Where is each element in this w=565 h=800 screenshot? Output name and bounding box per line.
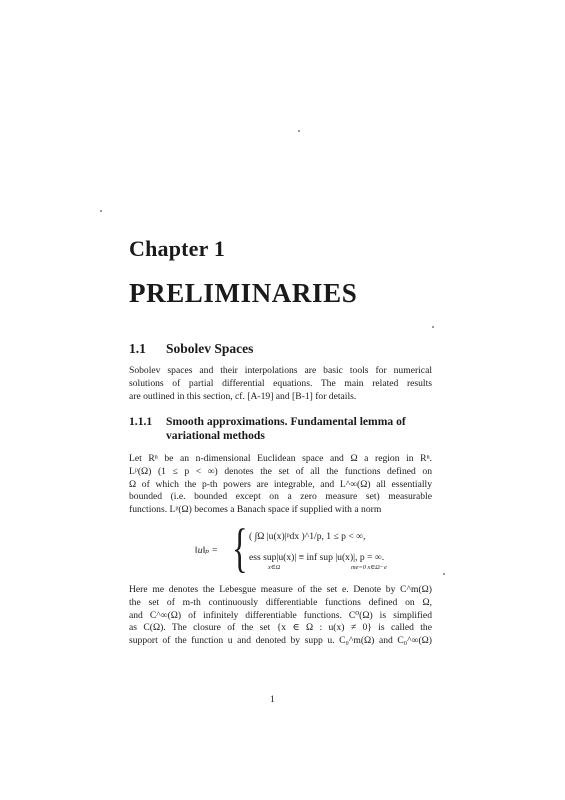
after-formula-paragraph: [129, 584, 432, 648]
scan-speck: [298, 130, 300, 132]
text-line: functions. Lᵖ(Ω) becomes a Banach space if supplied with a norm: [129, 504, 382, 516]
left-brace: {: [232, 518, 248, 578]
formula-case-finite: ( ∫Ω |u(x)|ᵖdx )^1/p, 1 ≤ p < ∞,: [249, 531, 366, 542]
text-line: Lᵖ(Ω) (1 ≤ p < ∞) denotes the set of all the functions defined on: [129, 465, 432, 477]
body-paragraph: [129, 453, 432, 517]
scan-speck: [443, 573, 445, 575]
intro-paragraph: [129, 365, 432, 403]
text-line: and C^∞(Ω) of infinitely differentiable functions. C⁰(Ω) is simplified: [129, 609, 432, 621]
section-number: 1.1: [129, 341, 146, 356]
subsection-number: 1.1.1: [129, 415, 153, 428]
section-title: Sobolev Spaces: [166, 341, 254, 356]
subsection-title-line1: Smooth approximations. Fundamental lemma of: [166, 415, 406, 428]
text-line: are outlined in this section, cf. [A-19] and [B-1] for details.: [129, 390, 357, 402]
norm-formula: [195, 518, 435, 580]
chapter-title: PRELIMINARIES: [129, 278, 358, 308]
formula-subscript: me=0 x∈Ω−e: [351, 564, 387, 571]
formula-subscript: x∈Ω: [268, 564, 281, 571]
formula-case-infinite: ess sup|u(x)| ≡ inf sup |u(x)|, p = ∞.: [249, 552, 385, 563]
text-line: the set of m-th continuously differentiable functions defined on Ω,: [129, 596, 432, 608]
formula-lhs: ‖u‖ₚ =: [195, 545, 218, 556]
text-line: support of the function u and denoted by supp u. C₀^m(Ω) and C₀^∞(Ω): [129, 635, 432, 647]
chapter-label: Chapter 1: [129, 236, 226, 261]
text-line: Let Rⁿ be an n-dimensional Euclidean space and Ω a region in Rⁿ.: [129, 453, 432, 464]
subsection-title-line2: variational methods: [166, 429, 265, 442]
scan-speck: [100, 210, 102, 212]
text-line: Sobolev spaces and their interpolations are basic tools for numerical: [129, 365, 432, 376]
text-line: bounded (i.e. bounded except on a zero measure set) measurable: [129, 491, 432, 503]
text-line: Here me denotes the Lebesgue measure of the set e. Denote by C^m(Ω): [129, 584, 432, 595]
text-line: Ω of which the p-th powers are integrable, and L^∞(Ω) all essentially: [129, 478, 432, 490]
text-line: solutions of partial differential equations. The main related results: [129, 377, 432, 389]
page-number: 1: [270, 694, 275, 705]
section-heading: [129, 341, 253, 357]
text-line: as C(Ω). The closure of the set {x ∈ Ω : u(x) ≠ 0} is called the: [129, 622, 432, 634]
scan-speck: [432, 326, 434, 328]
